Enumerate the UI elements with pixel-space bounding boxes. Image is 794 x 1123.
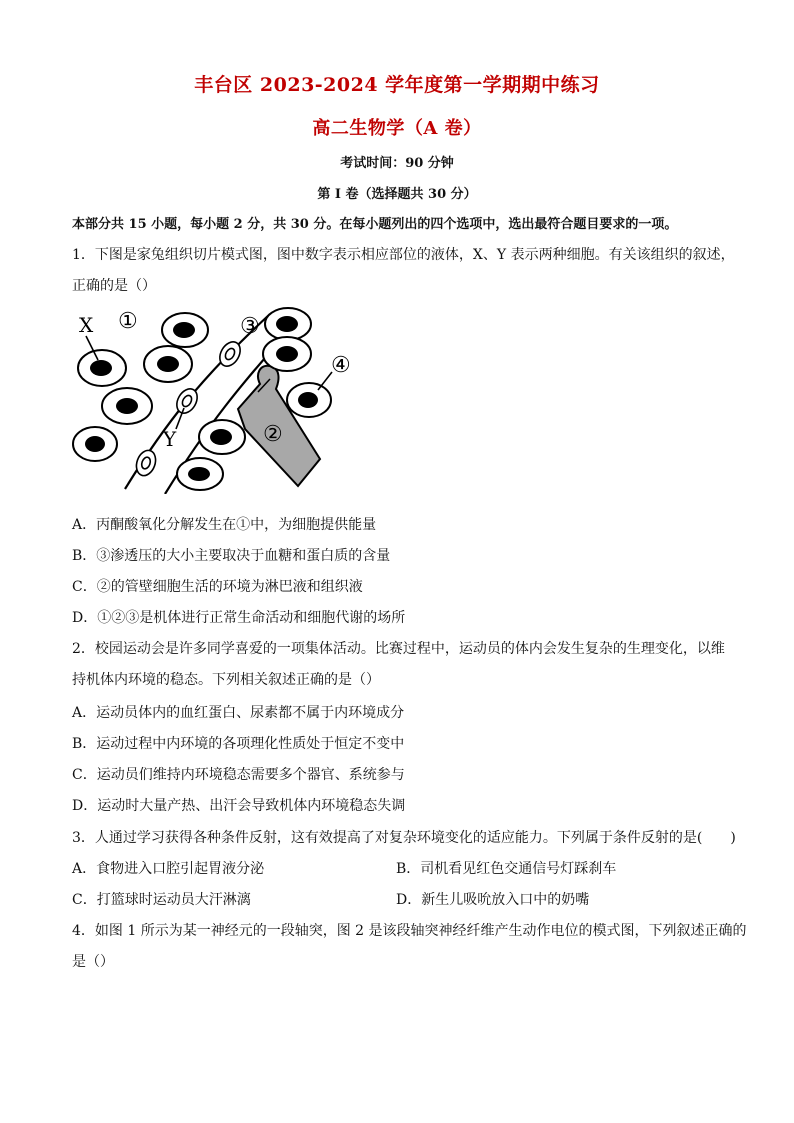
q3-option-d: D．新生儿吸吮放入口中的奶嘴 [396,892,590,908]
q1-option-c: C．②的管壁细胞生活的环境为淋巴液和组织液 [72,579,363,595]
tissue-section-figure [70,304,370,494]
q1-option-a: A．丙酮酸氧化分解发生在①中，为细胞提供能量 [72,517,377,533]
q3-option-a: A．食物进入口腔引起胃液分泌 [72,861,265,877]
q2-option-a: A．运动员体内的血红蛋白、尿素都不属于内环境成分 [72,705,405,721]
exam-title: 丰台区 2023-2024 学年度第一学期期中练习 [194,74,600,96]
q3-stem: 3．人通过学习获得各种条件反射，这有效提高了对复杂环境变化的适应能力。下列属于条件反射的是( ) [72,830,736,846]
figure-label-2: ② [263,422,283,447]
q1-option-b: B．③渗透压的大小主要取决于血糖和蛋白质的含量 [72,548,391,564]
q2-option-d: D．运动时大量产热、出汗会导致机体内环境稳态失调 [72,798,406,814]
figure-label-1: ① [118,309,138,334]
q1-option-d: D．①②③是机体进行正常生命活动和细胞代谢的场所 [72,610,406,626]
q4-stem-line-2: 是（） [72,954,114,970]
q4-stem-line-1: 4．如图 1 所示为某一神经元的一段轴突，图 2 是该段轴突神经纤维产生动作电位的模式图，下列叙述正确的 [72,923,747,939]
q2-option-b: B．运动过程中内环境的各项理化性质处于恒定不变中 [72,736,405,752]
figure-label-4: ④ [331,353,351,378]
figure-label-x: X [79,313,94,337]
figure-label-3: ③ [240,314,260,339]
q1-stem-line-2: 正确的是（） [72,278,156,294]
q2-option-c: C．运动员们维持内环境稳态需要多个器官、系统参与 [72,767,405,783]
q3-option-b: B．司机看见红色交通信号灯踩刹车 [396,861,617,877]
q2-stem-line-2: 持机体内环境的稳态。下列相关叙述正确的是（） [72,672,380,688]
q2-stem-line-1: 2．校园运动会是许多同学喜爱的一项集体活动。比赛过程中，运动员的体内会发生复杂的生理变化，以维 [72,641,725,657]
figure-label-y: Y [163,427,177,451]
q3-option-c: C．打篮球时运动员大汗淋漓 [72,892,251,908]
section-instructions: 本部分共 15 小题，每小题 2 分，共 30 分。在每小题列出的四个选项中，选出最符合题目要求的一项。 [72,217,678,232]
exam-time: 考试时间：90 分钟 [340,156,454,171]
q1-stem-line-1: 1．下图是家兔组织切片模式图，图中数字表示相应部位的液体，X、Y 表示两种细胞。有关该组织的叙述， [72,247,735,263]
section-heading: 第 I 卷（选择题共 30 分） [317,187,477,202]
exam-subtitle: 高二生物学（A 卷） [312,118,482,139]
